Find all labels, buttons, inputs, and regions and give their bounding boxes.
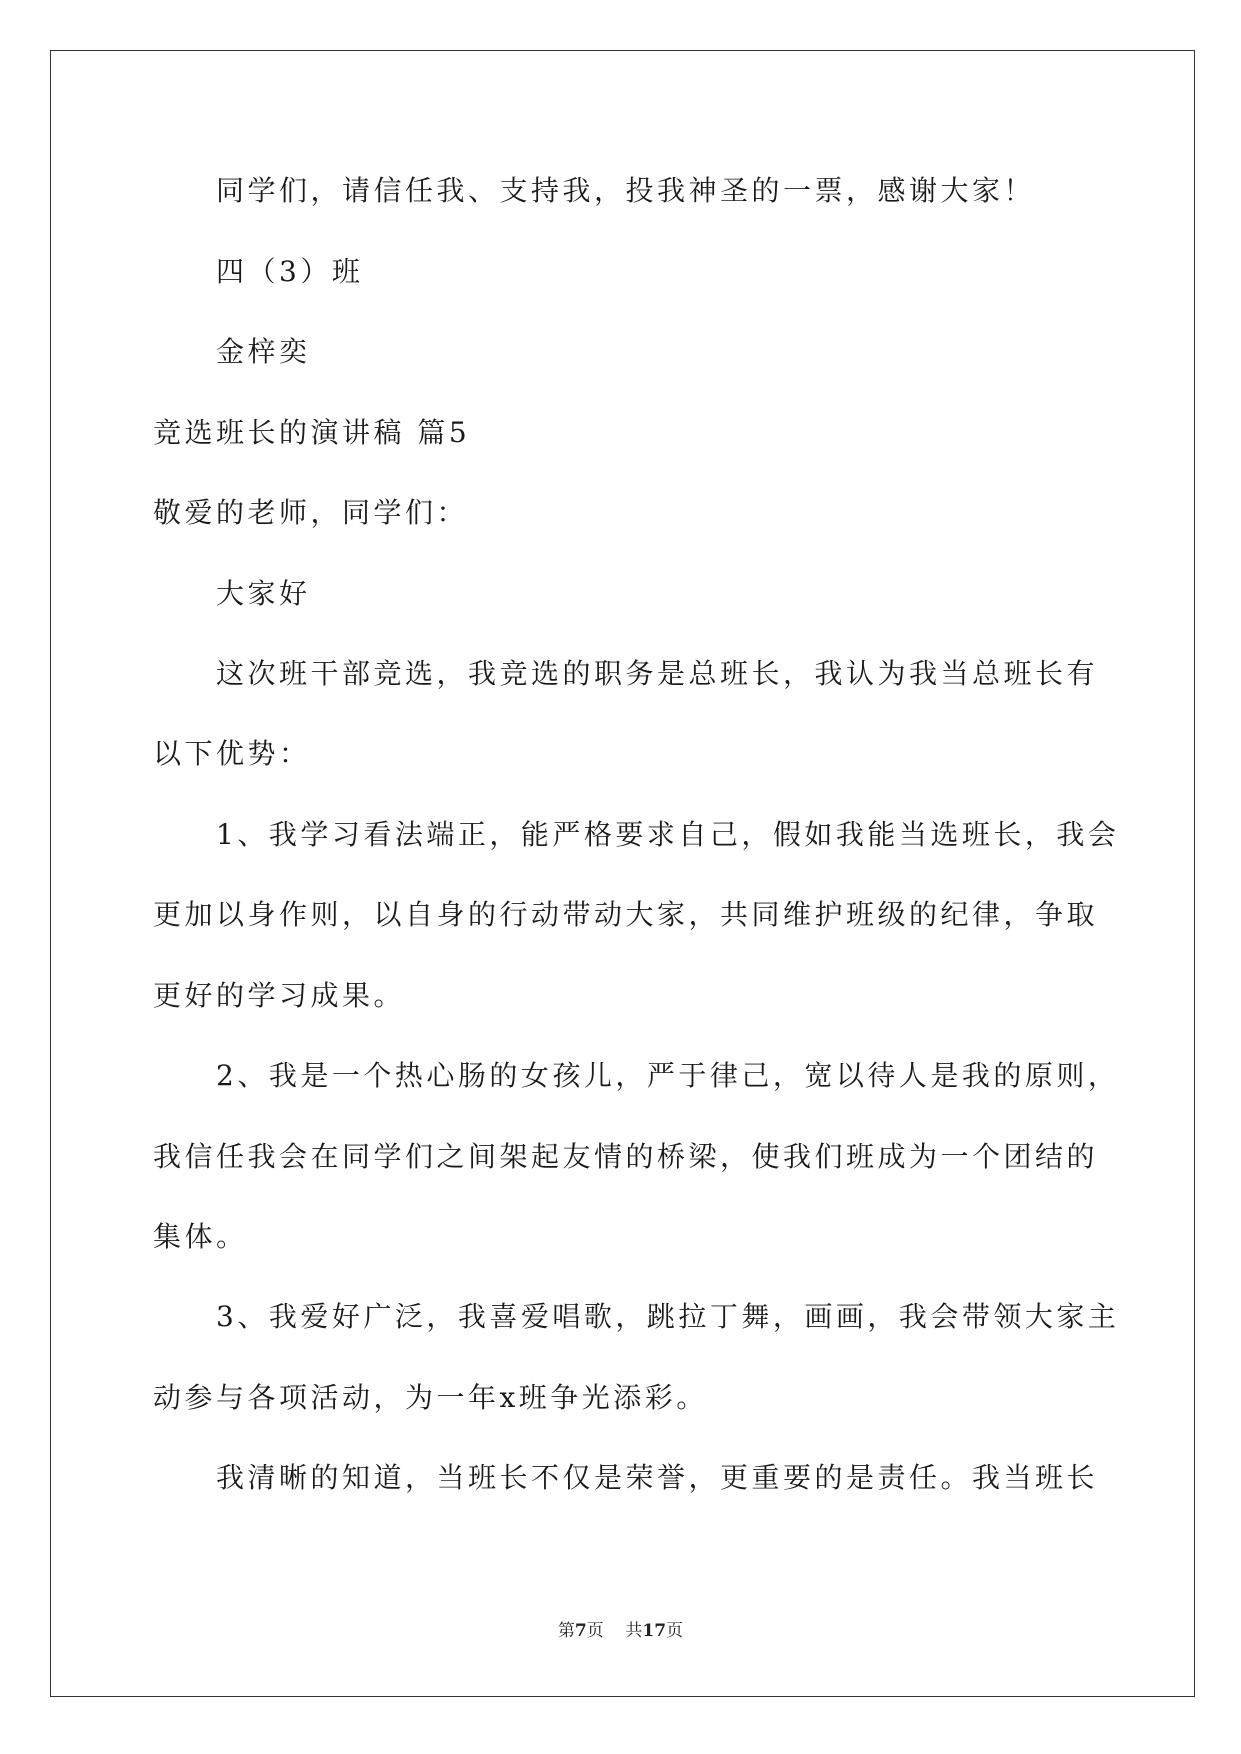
salutation-line: 敬爱的老师，同学们：: [153, 496, 469, 529]
paragraph-line: 四（3）班: [216, 255, 364, 288]
total-suffix: 页: [666, 1621, 684, 1641]
page-suffix: 页: [586, 1621, 604, 1641]
section-heading: 竞选班长的演讲稿 篇5: [153, 416, 471, 449]
paragraph-line: 1、我学习看法端正，能严格要求自己，假如我能当选班长，我会: [216, 818, 1120, 851]
paragraph-line: 金梓奕: [216, 335, 311, 368]
paragraph-line: 2、我是一个热心肠的女孩儿，严于律己，宽以待人是我的原则，: [216, 1059, 1120, 1092]
paragraph-line: 同学们，请信任我、支持我，投我神圣的一票，感谢大家！: [216, 174, 1036, 207]
paragraph-line: 我清晰的知道，当班长不仅是荣誉，更重要的是责任。我当班长: [216, 1461, 1099, 1494]
paragraph-line: 我信任我会在同学们之间架起友情的桥梁，使我们班成为一个团结的: [153, 1140, 1099, 1173]
paragraph-line: 3、我爱好广泛，我喜爱唱歌，跳拉丁舞，画画，我会带领大家主: [216, 1300, 1120, 1333]
page-border: [50, 50, 1195, 1697]
total-prefix: 共: [625, 1621, 643, 1641]
paragraph-line: 动参与各项活动，为一年x班争光添彩。: [153, 1381, 708, 1414]
paragraph-line: 大家好: [216, 577, 311, 610]
paragraph-line: 以下优势：: [153, 737, 311, 770]
paragraph-line: 更好的学习成果。: [153, 979, 406, 1012]
page-number: 7: [574, 1621, 587, 1641]
total-pages: 17: [642, 1621, 667, 1641]
paragraph-line: 这次班干部竞选，我竞选的职务是总班长，我认为我当总班长有: [216, 657, 1099, 690]
page-footer: [0, 1621, 1241, 1641]
paragraph-line: 更加以身作则，以自身的行动带动大家，共同维护班级的纪律，争取: [153, 898, 1099, 931]
page-prefix: 第: [557, 1621, 575, 1641]
paragraph-line: 集体。: [153, 1220, 248, 1253]
